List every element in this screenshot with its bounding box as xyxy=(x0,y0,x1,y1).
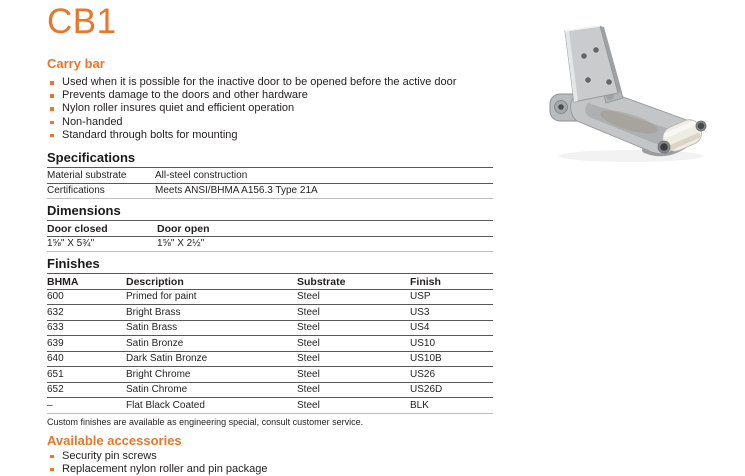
dimension-value: 1⅝" X 2½" xyxy=(157,238,205,250)
finish-bhma: 651 xyxy=(47,368,64,380)
feature-text: Non-handed xyxy=(62,115,123,128)
finish-code: US10B xyxy=(410,353,442,365)
dimensions-heading: Dimensions xyxy=(47,204,493,221)
finish-description: Satin Bronze xyxy=(126,337,184,349)
column-header: Door closed xyxy=(47,222,108,235)
bullet-square-icon xyxy=(50,81,54,85)
finish-bhma: 633 xyxy=(47,322,64,334)
finish-bhma: 639 xyxy=(47,337,64,349)
finish-substrate: Steel xyxy=(297,306,320,318)
feature-text: Standard through bolts for mounting xyxy=(62,128,238,141)
feature-item xyxy=(47,129,493,142)
spec-label: Material substrate xyxy=(47,169,127,181)
finish-description: Satin Brass xyxy=(126,322,178,334)
finish-substrate: Steel xyxy=(297,322,320,334)
finish-code: USP xyxy=(410,291,431,303)
column-header: BHMA xyxy=(47,275,79,288)
spec-label: Certifications xyxy=(47,185,105,197)
finish-code: US26 xyxy=(410,368,436,380)
dimension-value: 1⅝" X 5¾" xyxy=(47,238,95,250)
finish-code: BLK xyxy=(410,399,429,411)
finish-substrate: Steel xyxy=(297,368,320,380)
table-row xyxy=(47,320,493,336)
accessory-item xyxy=(47,450,493,463)
accessory-text: Security pin screws xyxy=(62,449,157,462)
finish-substrate: Steel xyxy=(297,337,320,349)
finish-bhma: – xyxy=(47,399,53,411)
feature-text: Prevents damage to the doors and other hardware xyxy=(62,89,308,102)
finish-description: Flat Black Coated xyxy=(126,399,205,411)
finish-bhma: 640 xyxy=(47,353,64,365)
finish-description: Satin Chrome xyxy=(126,384,188,396)
column-header: Finish xyxy=(410,275,441,288)
feature-item xyxy=(47,102,493,115)
accessories-heading: Available accessories xyxy=(47,432,182,448)
bullet-square-icon xyxy=(50,107,54,111)
accessory-item xyxy=(47,463,493,476)
finish-code: US3 xyxy=(410,306,430,318)
table-row xyxy=(47,289,493,305)
finish-description: Bright Brass xyxy=(126,306,181,318)
finish-bhma: 652 xyxy=(47,384,64,396)
feature-text: Nylon roller insures quiet and efficient operation xyxy=(62,102,295,115)
carry-bar-illustration xyxy=(543,18,718,168)
finish-substrate: Steel xyxy=(297,291,320,303)
bullet-square-icon xyxy=(50,134,54,138)
column-header: Description xyxy=(126,275,184,288)
product-photo xyxy=(543,18,718,168)
finish-code: US26D xyxy=(410,384,443,396)
accessories-list xyxy=(47,450,493,476)
table-row xyxy=(47,168,493,183)
page-title: CB1 xyxy=(47,2,117,41)
table-header-row xyxy=(47,221,493,236)
feature-item xyxy=(47,89,493,102)
specifications-heading: Specifications xyxy=(47,151,493,168)
feature-list xyxy=(47,76,493,142)
table-row xyxy=(47,382,493,398)
table-row xyxy=(47,305,493,321)
table-row xyxy=(47,336,493,352)
column-header: Substrate xyxy=(297,275,346,288)
accessory-text: Replacement nylon roller and pin package xyxy=(62,462,268,475)
finish-substrate: Steel xyxy=(297,353,320,365)
column-header: Door open xyxy=(157,222,210,235)
finish-description: Dark Satin Bronze xyxy=(126,353,208,365)
table-row xyxy=(47,398,493,414)
finish-bhma: 632 xyxy=(47,306,64,318)
finish-description: Primed for paint xyxy=(126,291,197,303)
spec-value: Meets ANSI/BHMA A156.3 Type 21A xyxy=(155,185,318,197)
table-row xyxy=(47,236,493,252)
bullet-square-icon xyxy=(50,455,54,459)
spec-value: All-steel construction xyxy=(155,169,248,181)
finish-code: US4 xyxy=(410,322,430,334)
product-heading: Carry bar xyxy=(47,56,105,71)
table-row xyxy=(47,183,493,199)
feature-text: Used when it is possible for the inactive door to be opened before the active door xyxy=(62,76,457,88)
finishes-note: Custom finishes are available as engineering special, consult customer service. xyxy=(47,416,364,427)
finish-bhma: 600 xyxy=(47,291,64,303)
finishes-heading: Finishes xyxy=(47,257,493,274)
feature-item xyxy=(47,116,493,129)
finish-code: US10 xyxy=(410,337,436,349)
specifications-table xyxy=(47,168,493,199)
table-header-row xyxy=(47,274,493,289)
bullet-square-icon xyxy=(50,468,54,472)
finish-substrate: Steel xyxy=(297,399,320,411)
table-row xyxy=(47,367,493,383)
finishes-table xyxy=(47,274,493,414)
dimensions-table xyxy=(47,221,493,252)
content-column xyxy=(47,0,493,476)
bullet-square-icon xyxy=(50,121,54,125)
bullet-square-icon xyxy=(50,94,54,98)
finish-substrate: Steel xyxy=(297,384,320,396)
finish-description: Bright Chrome xyxy=(126,368,191,380)
table-row xyxy=(47,351,493,367)
feature-item xyxy=(47,76,493,89)
